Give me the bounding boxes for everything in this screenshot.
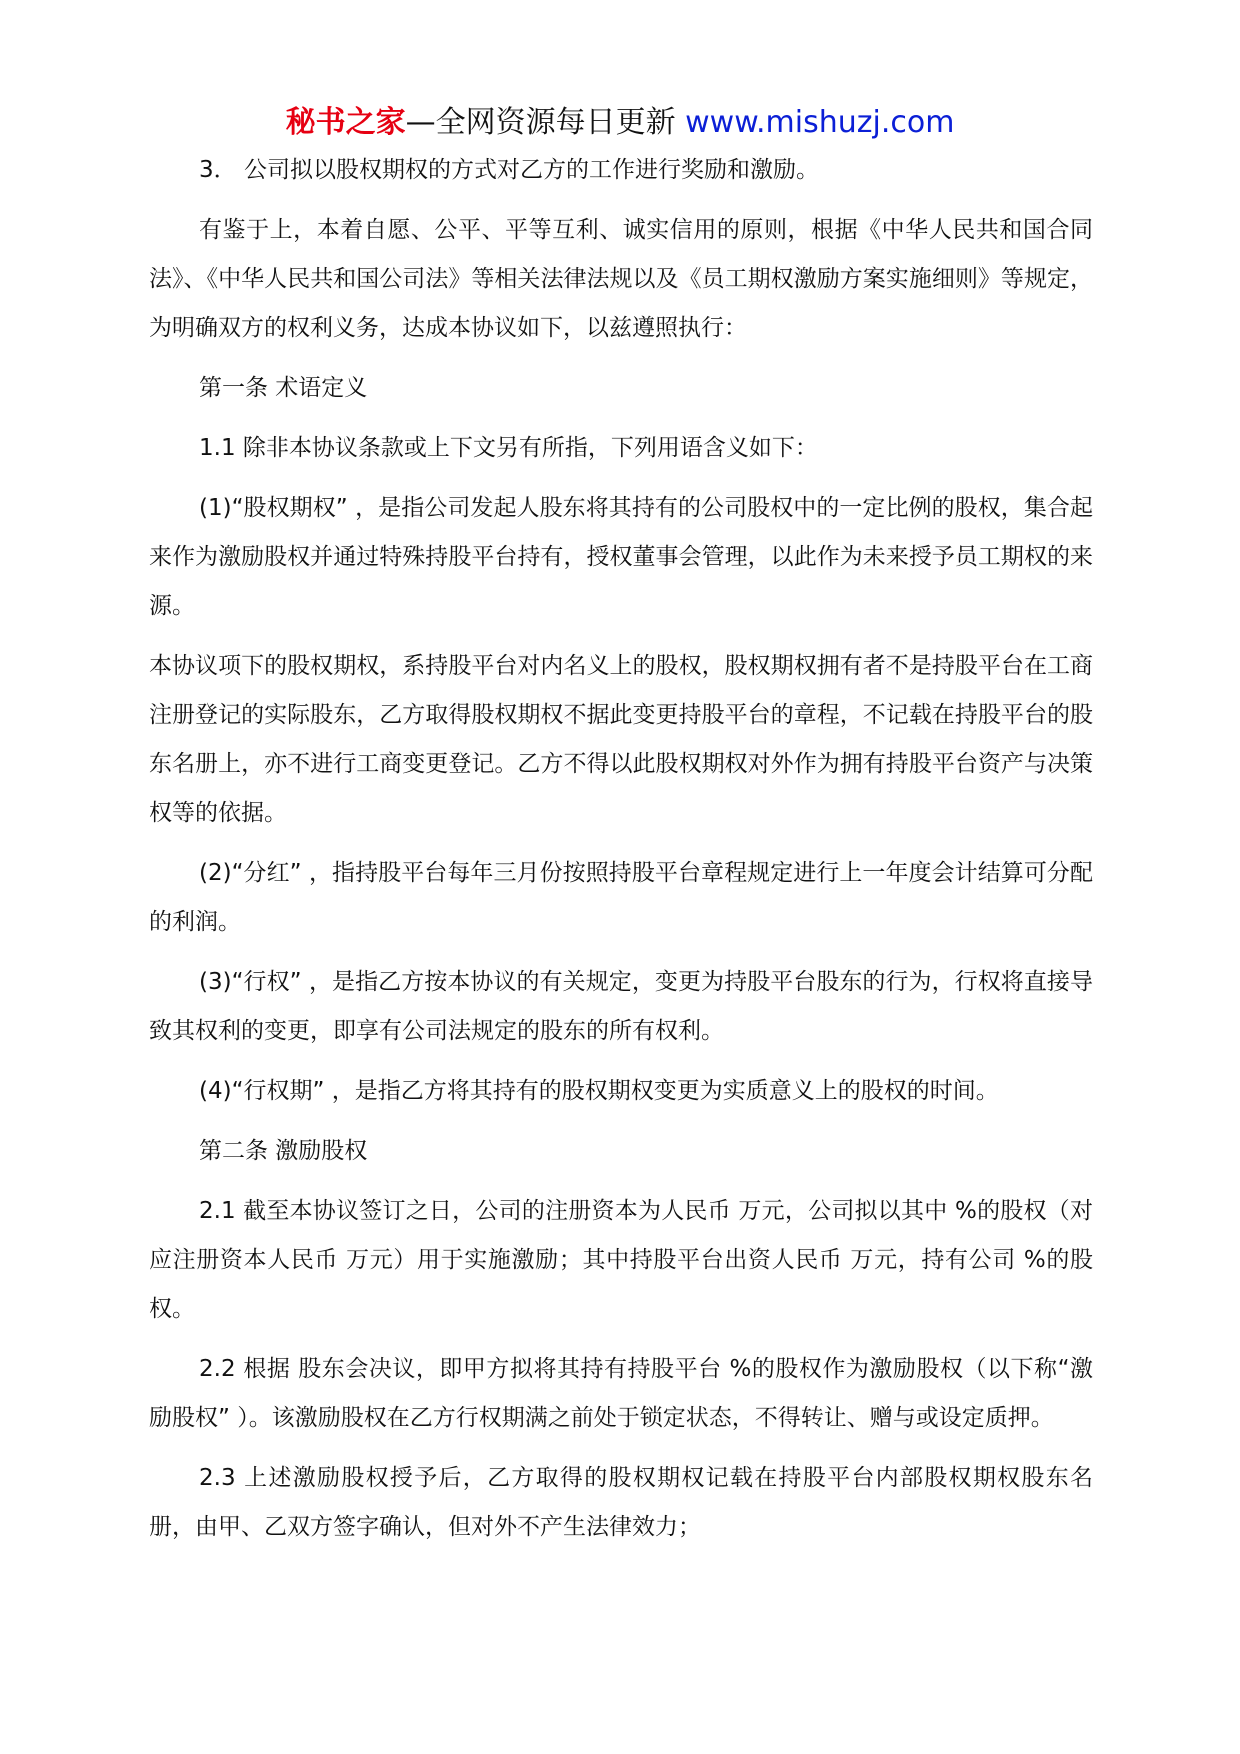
definition-stock-option: (1)“股权期权” ，是指公司发起人股东将其持有的公司股权中的一定比例的股权，集合起来作为激励股权并通过特殊持股平台持有，授权董事会管理，以此作为未来授予员工期权的来源。: [149, 495, 1093, 619]
definition-exercise: (3)“行权” ，是指乙方按本协议的有关规定，变更为持股平台股东的行为，行权将直接导致其权利的变更，即享有公司法规定的股东的所有权利。: [149, 969, 1093, 1044]
article-2-heading: 第二条 激励股权: [199, 1138, 368, 1164]
definition-dividend: (2)“分红” ，指持股平台每年三月份按照持股平台章程规定进行上一年度会计结算可分配的利润。: [149, 860, 1093, 935]
stock-option-explanation: 本协议项下的股权期权，系持股平台对内名义上的股权，股权期权拥有者不是持股平台在工商注册登记的实际股东，乙方取得股权期权不据此变更持股平台的章程，不记载在持股平台的股东名册上，亦不进行工商变更登记。乙方不得以此股权期权对外作为拥有持股平台资产与决策权等的依据。: [149, 653, 1093, 826]
definition-exercise-period: (4)“行权期” ，是指乙方将其持有的股权期权变更为实质意义上的股权的时间。: [199, 1078, 999, 1104]
clause-2-1: 2.1 截至本协议签订之日，公司的注册资本为人民币 万元，公司拟以其中 %的股权（对应注册资本人民币 万元）用于实施激励；其中持股平台出资人民币 万元，持有公司 %的股权。: [149, 1198, 1093, 1322]
brand-name: 秘书之家: [285, 105, 406, 140]
clause-2-2: 2.2 根据 股东会决议，即甲方拟将其持有持股平台 %的股权作为激励股权（以下称“激励股权” ）。该激励股权在乙方行权期满之前处于锁定状态，不得转让、赠与或设定质押。: [149, 1356, 1093, 1431]
site-header: [0, 101, 1240, 145]
clause-2-3: 2.3 上述激励股权授予后，乙方取得的股权期权记载在持股平台内部股权期权股东名册，由甲、乙双方签字确认，但对外不产生法律效力；: [149, 1465, 1093, 1540]
clause-1-1: 1.1 除非本协议条款或上下文另有所指，下列用语含义如下：: [199, 435, 818, 461]
paragraph-preamble: 有鉴于上，本着自愿、公平、平等互利、诚实信用的原则，根据《中华人民共和国合同法》、《中华人民共和国公司法》等相关法律法规以及《员工期权激励方案实施细则》等规定，为明确双方的权利义务，达成本协议如下，以兹遵照执行：: [149, 217, 1093, 341]
article-1-heading: 第一条 术语定义: [199, 375, 368, 401]
document-body: [149, 146, 1093, 1563]
header-tagline: —全网资源每日更新: [405, 105, 686, 140]
site-url-link[interactable]: www.mishuzj.com: [685, 105, 955, 140]
paragraph-item-3: 3． 公司拟以股权期权的方式对乙方的工作进行奖励和激励。: [199, 157, 819, 183]
